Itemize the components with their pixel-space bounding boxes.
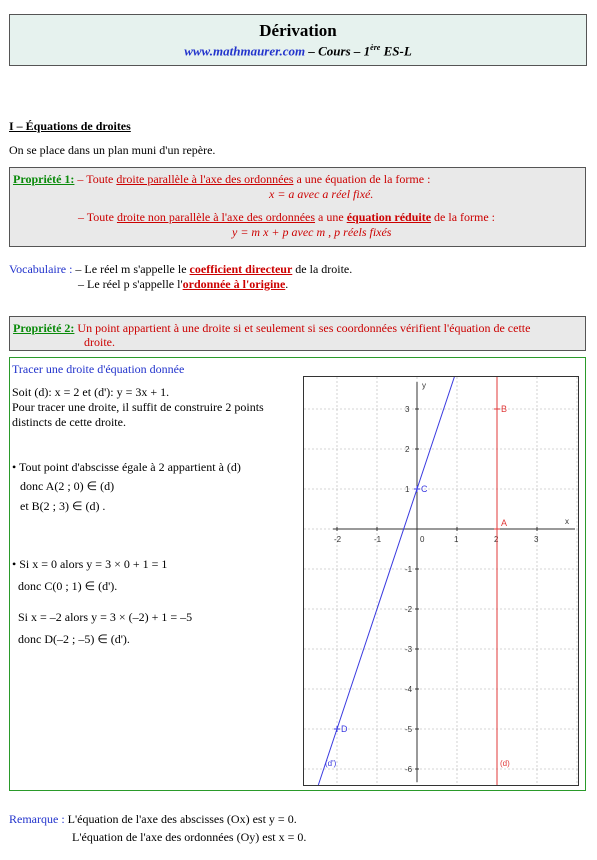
- prop1-line4: y = m x + p avec m , p réels fixés: [232, 225, 392, 239]
- example-line4: • Tout point d'abscisse égale à 2 appartient à (d): [12, 460, 241, 474]
- y-tick-label: -1: [405, 565, 413, 574]
- example-line7: • Si x = 0 alors y = 3 × 0 + 1 = 1: [12, 557, 168, 571]
- remark-line1: Remarque : L'équation de l'axe des abscisses (Ox) est y = 0.: [9, 812, 297, 826]
- site-link[interactable]: www.mathmaurer.com: [184, 43, 306, 59]
- prop1-line3: – Toute droite non parallèle à l'axe des ordonnées a une équation réduite de la forme :: [78, 210, 496, 224]
- x-tick-label: 3: [534, 535, 539, 544]
- coordinate-graph: [303, 376, 579, 786]
- y-tick-label: 2: [405, 445, 410, 454]
- vocab-label: Vocabulaire :: [9, 262, 73, 276]
- header-subtitle: www.mathmaurer.com – Cours – 1ère ES-L: [184, 43, 412, 59]
- line-d-label: (d): [500, 759, 510, 768]
- y-tick-label: -4: [405, 685, 413, 694]
- point-label-c: C: [421, 484, 428, 494]
- vocab-line2: – Le réel p s'appelle l'ordonnée à l'origine.: [78, 277, 289, 291]
- intro-text: On se place dans un plan muni d'un repère.: [9, 143, 216, 157]
- example-line9: Si x = –2 alors y = 3 × (–2) + 1 = –5: [18, 610, 193, 624]
- x-tick-label: 2: [494, 535, 499, 544]
- prop1-line2: x = a avec a réel fixé.: [269, 187, 374, 201]
- x-tick-label: 0: [420, 535, 425, 544]
- example-line8: donc C(0 ; 1) ∈ (d').: [18, 579, 118, 593]
- y-tick-label: -2: [405, 605, 413, 614]
- example-title: Tracer une droite d'équation donnée: [12, 362, 185, 376]
- prop2-box: [9, 316, 586, 351]
- x-tick-label: -1: [374, 535, 382, 544]
- point-label-a: A: [501, 518, 508, 528]
- example-line1: Soit (d): x = 2 et (d'): y = 3x + 1.: [12, 385, 170, 399]
- remark-line2: L'équation de l'axe des ordonnées (Oy) est x = 0.: [72, 830, 307, 844]
- header-box: [9, 14, 587, 66]
- y-tick-label: -3: [405, 645, 413, 654]
- line-d-prime-label: (d'): [325, 759, 337, 768]
- prop1-line1: Propriété 1: – Toute droite parallèle à l'axe des ordonnées a une équation de la forme :: [13, 172, 431, 186]
- vocab-line1: Vocabulaire : – Le réel m s'appelle le coefficient directeur de la droite.: [9, 262, 353, 276]
- point-label-d: D: [341, 724, 348, 734]
- y-tick-label: -5: [405, 725, 413, 734]
- prop2-line1: Propriété 2: Un point appartient à une droite si et seulement si ses coordonnées vérifient l'équation de cette: [13, 321, 531, 335]
- page-title: Dérivation: [259, 21, 337, 40]
- section-title: I – Équations de droites: [9, 119, 131, 133]
- y-tick-label: 3: [405, 405, 410, 414]
- y-tick-label: 1: [405, 485, 410, 494]
- x-tick-label: 1: [454, 535, 459, 544]
- prop1-box: [9, 167, 586, 247]
- example-line10: donc D(–2 ; –5) ∈ (d').: [18, 632, 130, 646]
- prop1-label: Propriété 1:: [13, 172, 75, 186]
- x-axis-label: x: [565, 517, 569, 526]
- example-line2: Pour tracer une droite, il suffit de construire 2 points: [12, 400, 264, 414]
- point-label-b: B: [501, 404, 508, 414]
- y-axis-label: y: [422, 381, 426, 390]
- x-tick-label: -2: [334, 535, 342, 544]
- prop2-label: Propriété 2:: [13, 321, 75, 335]
- prop2-line2: droite.: [84, 335, 115, 349]
- example-line3: distincts de cette droite.: [12, 415, 126, 429]
- remark-label: Remarque :: [9, 812, 65, 826]
- y-tick-label: -6: [405, 765, 413, 774]
- example-line6: et B(2 ; 3) ∈ (d) .: [20, 499, 106, 513]
- example-line5: donc A(2 ; 0) ∈ (d): [20, 479, 115, 493]
